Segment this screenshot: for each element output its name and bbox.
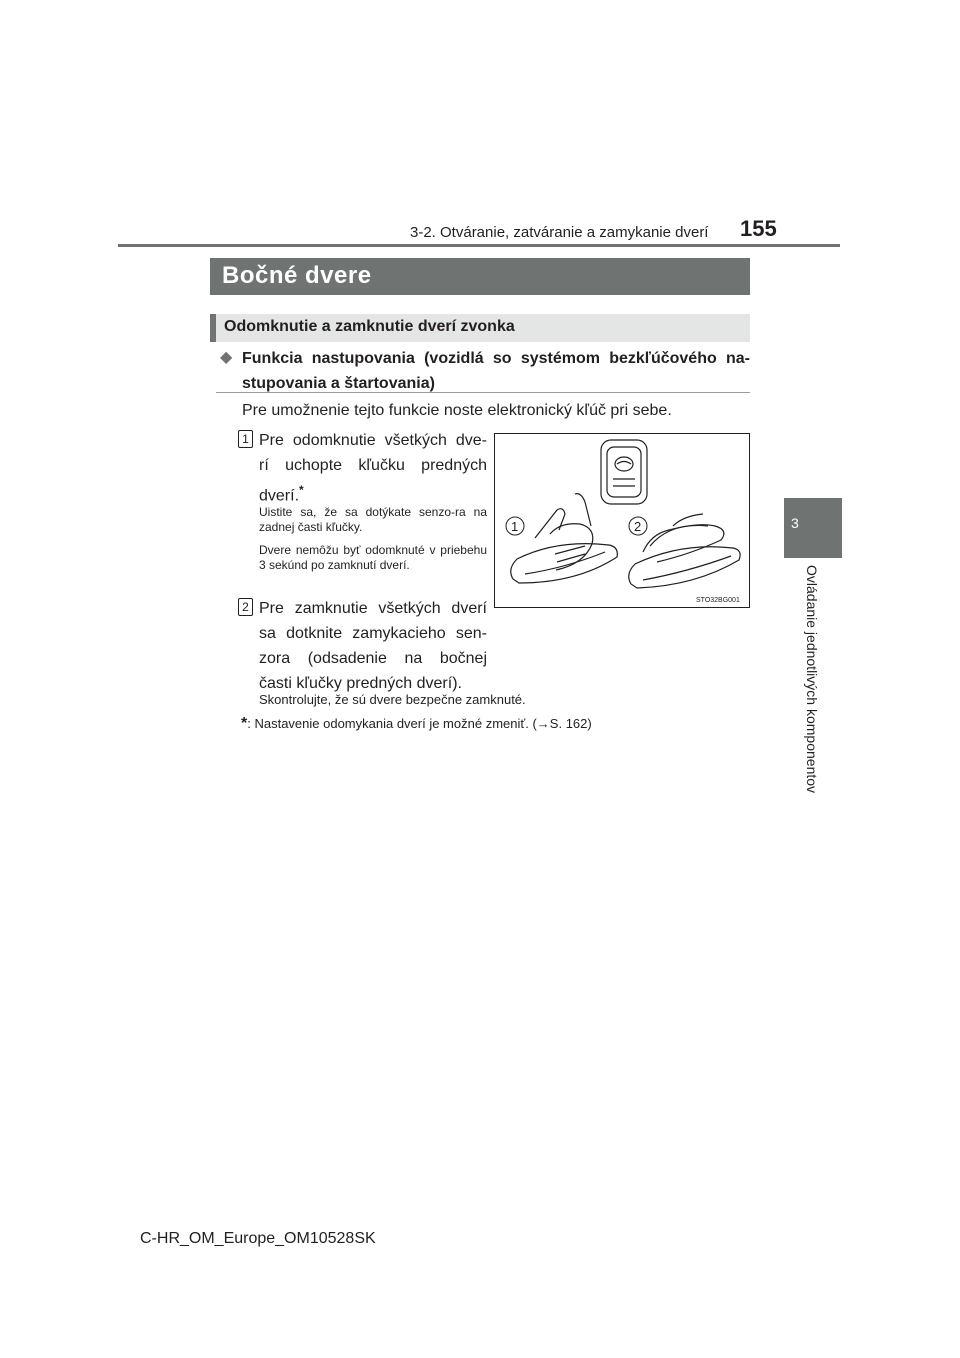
step-1-line-2: rí uchopte kľučku predných xyxy=(259,457,487,474)
step-2-line-3: zora (odsadenie na bočnej xyxy=(259,650,487,667)
door-handle-drawing xyxy=(495,434,749,607)
feature-divider xyxy=(216,392,750,393)
door-handle-left-icon xyxy=(511,494,618,583)
step-labels xyxy=(506,517,647,535)
door-handle-illustration xyxy=(494,433,750,608)
step-1-line-3 xyxy=(259,478,487,508)
illustration-code: STO32BG001 xyxy=(696,597,740,604)
header-divider xyxy=(118,244,840,247)
header-section-title: 3-2. Otváranie, zatváranie a zamykanie dverí xyxy=(410,224,709,241)
footnote-star: * xyxy=(241,715,248,732)
door-handle-right-icon xyxy=(629,514,740,588)
subsection-title: Odomknutie a zamknutie dverí zvonka xyxy=(210,314,750,342)
step-1-note-2: Dvere nemôžu byť odomknuté v priebehu 3 sekúnd po zamknutí dverí. xyxy=(259,543,487,572)
step-number-1: 1 xyxy=(238,430,253,448)
footnote-marker: * xyxy=(299,483,304,497)
section-title: Bočné dvere xyxy=(210,258,750,295)
feature-heading: Funkcia nastupovania (vozidlá so systémom bezkľúčového na-stupovania a štartovania) xyxy=(242,350,750,392)
step-1-note-1: Uistite sa, že sa dotýkate senzo-ra na zadnej časti kľučky. xyxy=(259,505,487,534)
footnote xyxy=(241,715,592,733)
check-note: Skontrolujte, že sú dvere bezpečne zamknuté. xyxy=(259,692,526,707)
chapter-tab-number: 3 xyxy=(791,515,799,531)
page-number: 155 xyxy=(740,216,777,241)
footnote-text: : Nastavenie odomykania dverí je možné zmeniť. (→S. 162) xyxy=(247,716,592,731)
illustration-label-1: 1 xyxy=(511,519,519,534)
step-2-line-1: Pre zamknutie všetkých dverí xyxy=(259,600,487,617)
illustration-label-2: 2 xyxy=(634,519,642,534)
step-1-line-3-text: dverí. xyxy=(259,487,300,505)
chapter-side-title: Ovládanie jednotlivých komponentov xyxy=(804,565,820,794)
intro-text: Pre umožnenie tejto funkcie noste elektronický kľúč pri sebe. xyxy=(242,402,672,419)
document-code: C-HR_OM_Europe_OM10528SK xyxy=(140,1230,376,1247)
key-fob-icon xyxy=(601,440,647,504)
step-2-line-2: sa dotknite zamykacieho sen- xyxy=(259,625,487,642)
step-1-line-1: Pre odomknutie všetkých dve- xyxy=(259,432,487,449)
diamond-icon: ◆ xyxy=(220,349,233,366)
step-number-2: 2 xyxy=(238,598,253,616)
step-2-line-4: časti kľučky predných dverí). xyxy=(259,675,462,692)
